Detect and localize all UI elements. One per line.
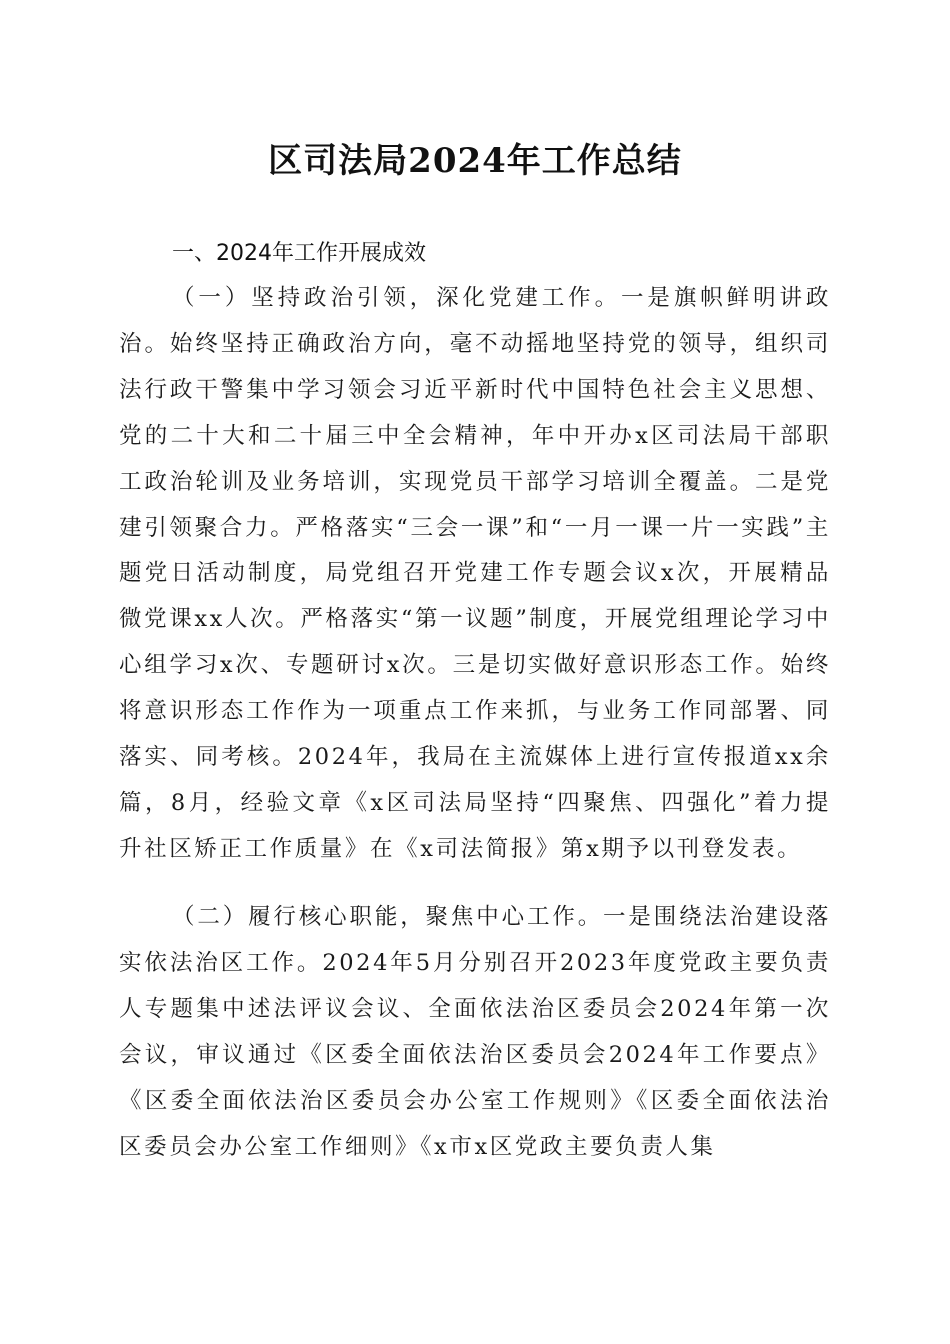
paragraph-body: 一是围绕法治建设落实依法治区工作。2024年5月分别召开2023年度党政主要负责人专题集中述法评议会议、全面依法治区委员会2024年第一次会议，审议通过《区委全面依法治区委员会2024年工作要点》《区委全面依法治区委员会办公室工作规则》《区委全面依法治区委员会办公室工作细则》《x市x区党政主要负责人集 [119, 904, 831, 1160]
subheading-party-building: （一）坚持政治引领，深化党建工作。 [172, 285, 622, 311]
paragraph-party-building [119, 276, 831, 873]
subheading-core-duties: （二）履行核心职能，聚焦中心工作。 [172, 904, 604, 930]
paragraph-lead [119, 904, 603, 930]
document-title: 区司法局2024年工作总结 [268, 141, 682, 181]
paragraph-body: 一是旗帜鲜明讲政治。始终坚持正确政治方向，毫不动摇地坚持党的领导，组织司法行政干警集中学习领会习近平新时代中国特色社会主义思想、党的二十大和二十届三中全会精神，年中开办x区司法局干部职工政治轮训及业务培训，实现党员干部学习培训全覆盖。二是党建引领聚合力。严格落实“三会一课”和“一月一课一片一实践”主题党日活动制度，局党组召开党建工作专题会议x次，开展精品微党课xx人次。严格落实“第一议题”制度，开展党组理论学习中心组学习x次、专题研讨x次。三是切实做好意识形态工作。始终将意识形态工作作为一项重点工作来抓，与业务工作同部署、同落实、同考核。2024年，我局在主流媒体上进行宣传报道xx余篇，8月，经验文章《x区司法局坚持“四聚焦、四强化”着力提升社区矫正工作质量》在《x司法简报》第x期予以刊登发表。 [119, 285, 831, 862]
section-heading-achievements: 一、2024年工作开展成效 [172, 241, 426, 266]
paragraph-lead [119, 285, 621, 311]
paragraph-core-duties [119, 895, 831, 1170]
